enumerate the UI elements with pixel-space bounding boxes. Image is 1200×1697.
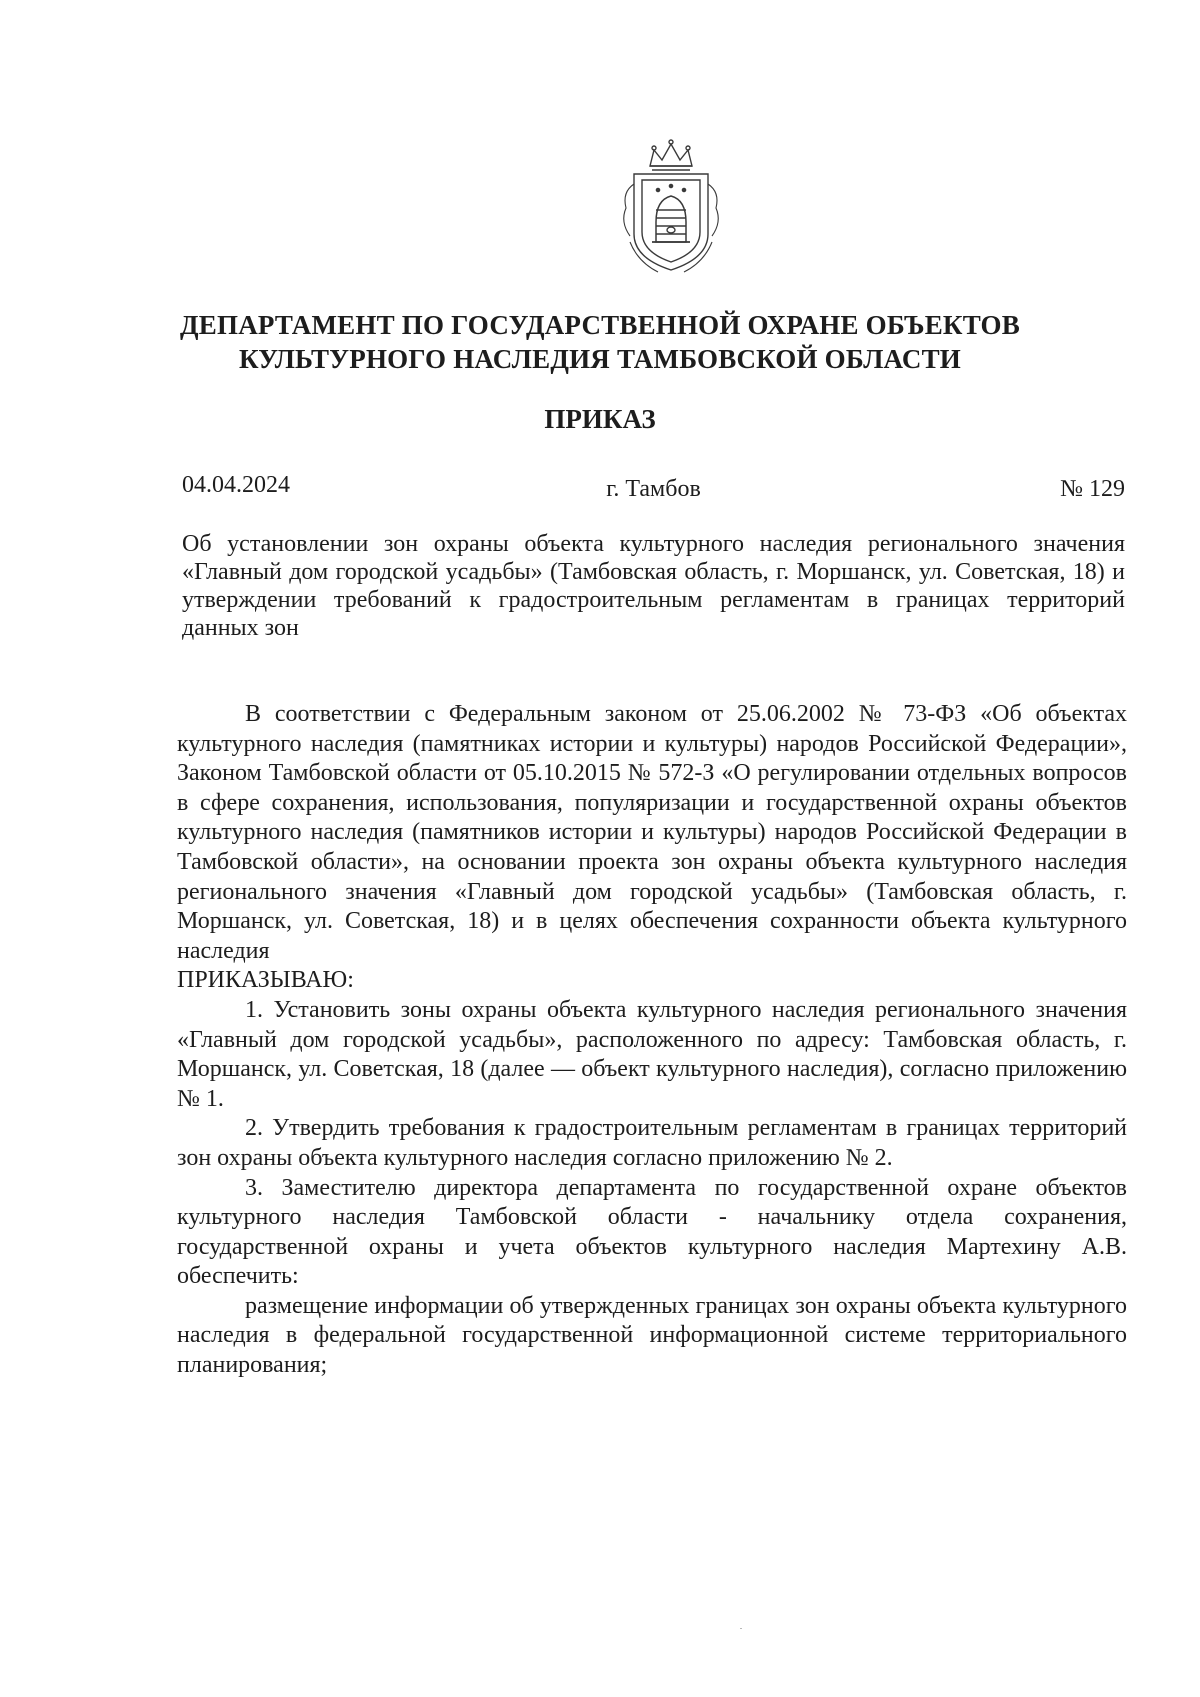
intro-paragraph: В соответствии с Федеральным законом от 25.06.2002 № 73-ФЗ «Об объектах культурного наследия (памятниках истории и культуры) народов Российской Федерации», Законом Тамбовской области от 05.10.2015 № 572-З «О регулировании отдельных вопросов в сфере сохранения, использования, популяризации и государственной охраны объектов культурного наследия (памятников истории и культуры) народов Российской Федерации в Тамбовской области», на основании проекта зон охраны объекта культурного наследия регионального значения «Главный дом городской усадьбы» (Тамбовская область, г. Моршанск, ул. Советская, 18) и в целях обеспечения сохранности объекта культурного наследия bbox=[177, 701, 1127, 964]
department-name bbox=[150, 308, 1050, 376]
department-name-line-1: ДЕПАРТАМЕНТ ПО ГОСУДАРСТВЕННОЙ ОХРАНЕ ОБЪЕКТОВ bbox=[180, 310, 1020, 340]
order-item-3-subitem-1: размещение информации об утвержденных границах зон охраны объекта культурного наследия в федеральной государственной информационной системе территориального планирования; bbox=[177, 1292, 1127, 1379]
document-date: 04.04.2024 bbox=[182, 472, 290, 498]
document-number: № 129 bbox=[1060, 476, 1125, 502]
order-word: ПРИКАЗЫВАЮ: bbox=[177, 967, 354, 994]
tambov-coat-of-arms-icon bbox=[612, 138, 730, 278]
document-subject: Об установлении зон охраны объекта культурного наследия регионального значения «Главный дом городской усадьбы» (Тамбовская область, г. Моршанск, ул. Советская, 18) и утверждении требований к градостроительным регламентам в границах территорий данных зон bbox=[182, 531, 1125, 641]
document-body bbox=[177, 700, 1127, 1381]
order-item-3: 3. Заместителю директора департамента по государственной охране объектов культурного наследия Тамбовской области - начальнику отдела сохранения, государственной охраны и учета объектов культурного наследия Мартехину А.В. обеспечить: bbox=[177, 1174, 1127, 1290]
order-item-2: 2. Утвердить требования к градостроительным регламентам в границах территорий зон охраны объекта культурного наследия согласно приложению № 2. bbox=[177, 1115, 1127, 1171]
department-name-line-2: КУЛЬТУРНОГО НАСЛЕДИЯ ТАМБОВСКОЙ ОБЛАСТИ bbox=[239, 344, 961, 374]
scan-speck bbox=[740, 1628, 742, 1629]
document-city: г. Тамбов bbox=[606, 476, 701, 502]
document-type: ПРИКАЗ bbox=[544, 404, 656, 434]
order-item-1: 1. Установить зоны охраны объекта культурного наследия регионального значения «Главный дом городской усадьбы», расположенного по адресу: Тамбовская область, г. Моршанск, ул. Советская, 18 (далее — объект культурного наследия), согласно приложению № 1. bbox=[177, 996, 1127, 1112]
